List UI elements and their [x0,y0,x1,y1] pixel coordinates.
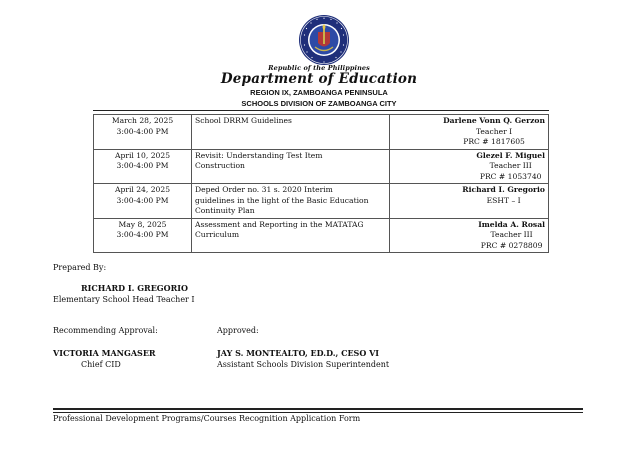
resource-speaker-cell [390,149,549,184]
speaker-position: Teacher III [489,161,532,170]
prepared-by-position: Elementary School Head Teacher I [53,295,195,304]
topic-line: Construction [195,161,245,170]
republic-line: Republic of the Philippines [268,64,370,72]
table-row [94,115,549,150]
table-row [94,149,549,184]
topic-line: School DRRM Guidelines [195,116,292,125]
approver-position: Assistant Schools Division Superintendent [217,360,390,369]
session-date: March 28, 2025 [111,116,174,125]
recommending-name: VICTORIA MANGASER [53,348,156,358]
region-line: REGION IX, ZAMBOANGA PENINSULA [250,88,388,97]
approved-label: Approved: [217,326,259,335]
header-divider [93,110,549,111]
topic-line: Revisit: Understanding Test Item [195,150,323,160]
topic-cell [192,149,390,184]
speaker-position: ESHT – I [486,195,521,205]
deped-seal-icon [298,14,350,66]
speaker-position: Teacher III [490,230,533,239]
footer-divider-thick [53,408,583,410]
speaker-name: Glezel F. Miguel [476,150,545,160]
date-cell [94,115,192,150]
session-date: April 10, 2025 [114,150,171,160]
session-time: 3:00-4:00 PM [116,195,169,205]
speaker-prc: PRC # 0278809 [480,240,543,250]
division-line: SCHOOLS DIVISION OF ZAMBOANGA CITY [241,99,397,108]
speaker-name: Imelda A. Rosal [478,219,545,229]
recommending-approval-label: Recommending Approval: [53,326,158,335]
prepared-by-name: RICHARD I. GREGORIO [81,283,188,293]
speaker-name: Richard I. Gregorio [462,185,545,194]
date-cell [94,149,192,184]
date-cell [94,184,192,219]
topic-line: Deped Order no. 31 s. 2020 Interim [195,185,333,194]
resource-speaker-cell [390,115,549,150]
topic-line: Continuity Plan [195,206,255,215]
speaker-position: Teacher I [475,126,513,136]
approver-name: JAY S. MONTEALTO, ED.D., CESO VI [217,348,380,358]
session-time: 3:00-4:00 PM [116,161,169,170]
prepared-by-label: Prepared By: [53,263,107,272]
speaker-name: Darlene Vonn Q. Gerzon [443,116,545,125]
resource-speaker-cell [390,218,549,253]
topic-line: guidelines in the light of the Basic Education [195,195,369,205]
topic-cell [192,184,390,219]
session-date: April 24, 2025 [114,185,171,194]
speaker-prc: PRC # 1053740 [479,171,542,181]
speaker-prc: PRC # 1817605 [463,137,525,146]
topic-line: Assessment and Reporting in the MATATAG [195,219,364,229]
topic-cell [192,218,390,253]
date-cell [94,218,192,253]
department-title: Department of Education [220,71,418,87]
resource-speaker-cell [390,184,549,219]
table-row [94,184,549,219]
footer-form-title: Professional Development Programs/Courses Recognition Application Form [53,414,361,423]
session-date: May 8, 2025 [118,219,167,229]
table-row [94,218,549,253]
session-time: 3:00-4:00 PM [116,230,169,239]
session-time: 3:00-4:00 PM [116,126,169,136]
schedule-table [93,114,549,253]
footer-divider-thin [53,412,583,413]
topic-cell [192,115,390,150]
topic-line: Curriculum [195,230,240,239]
recommending-position: Chief CID [81,360,121,369]
